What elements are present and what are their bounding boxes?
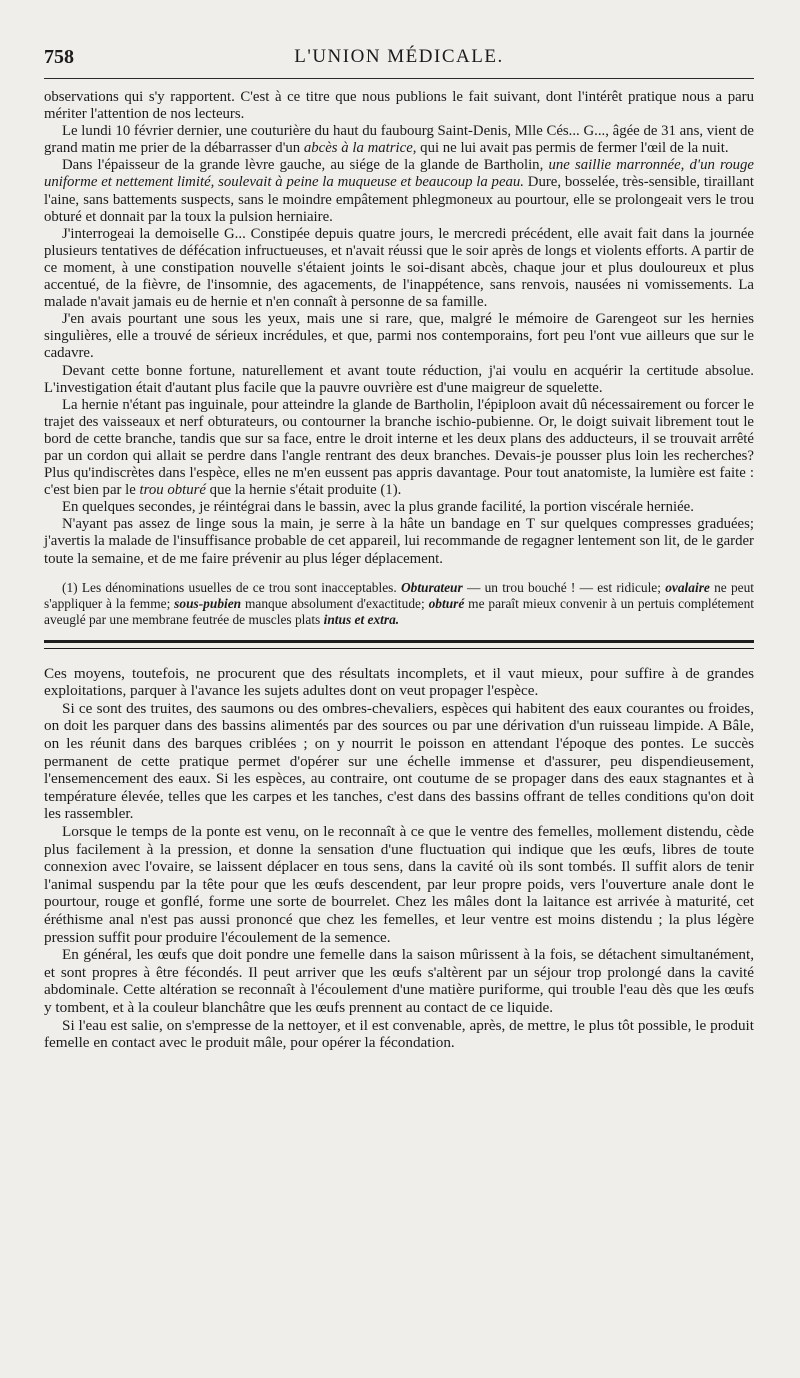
paragraph: Le lundi 10 février dernier, une couturière du haut du faubourg Saint-Denis, Mlle Cés... G..., âgée de 31 ans, vient de grand matin me prier de la débarrasser d'un abcès à la matrice, qui ne lui avait pas permis de fermer l'œil de la nuit. bbox=[44, 123, 754, 157]
page-header bbox=[44, 38, 754, 79]
article-hernia bbox=[44, 89, 754, 568]
page-number: 758 bbox=[44, 46, 74, 68]
paragraph: Lorsque le temps de la ponte est venu, on le reconnaît à ce que le ventre des femelles, mollement distendu, cède plus facilement à la pression, et donne la sensation d'une fluctuation qui indique que les œufs, libres de toute connexion avec l'ovaire, se laissent déplacer en tous sens, dans la cavité où ils sont tombés. Il suffit alors de tenir l'animal suspendu par la tête pour que les œufs descendent, par leur propre poids, vers l'ouverture anale dont le pourtour, rouge et gonflé, forme une sorte de bourrelet. Chez les mâles dont la laitance est arrivée à maturité, cet éréthisme anal n'est pas aussi prononcé que chez les femelles, et leur ventre est moins distendu ; la plus légère pression suffit pour produire l'écoulement de la semence. bbox=[44, 822, 754, 946]
article-fish-breeding bbox=[44, 665, 754, 1052]
paragraph: N'ayant pas assez de linge sous la main, je serre à la hâte un bandage en T sur quelques compresses graduées; j'avertis la malade de l'insuffisance probable de cet appareil, lui recommande de regagner lentement son lit, de le garder toute la semaine, et de me faire prévenir au plus léger déplacement. bbox=[44, 516, 754, 567]
paragraph: Dans l'épaisseur de la grande lèvre gauche, au siége de la glande de Bartholin, une saillie marronnée, d'un rouge uniforme et nettement limité, soulevait à peine la muqueuse et beaucoup la peau. Dure, bosselée, très-sensible, tiraillant l'aine, sans battements suspects, sans le moindre empâtement phlegmoneux au pourtour, elle se prolongeait vers le trou obturé et donnait par la toux la pulsion herniaire. bbox=[44, 157, 754, 225]
running-title: L'UNION MÉDICALE. bbox=[294, 46, 504, 67]
paragraph: J'interrogeai la demoiselle G... Constipée depuis quatre jours, le mercredi précédent, elle avait fait dans la journée plusieurs tentatives de défécation infructueuses, et n'avait réussi que le soir après de longs et violents efforts. A partir de ce moment, à une constipation nouvelle s'étaient joints le soi-disant abcès, chaque jour et plus douloureux et plus accentué, de la fièvre, de l'insomnie, des agacements, de l'inappétence, sans renvois, nausées ni vomissements. La malade n'avait jamais eu de hernie et n'en connaît à personne de sa famille. bbox=[44, 225, 754, 311]
paragraph: Ces moyens, toutefois, ne procurent que des résultats incomplets, et il vaut mieux, pour suffire à de grandes exploitations, parquer à l'avance les sujets adultes dont on veut propager l'espèce. bbox=[44, 664, 754, 700]
section-divider bbox=[44, 640, 754, 649]
paragraph: observations qui s'y rapportent. C'est à ce titre que nous publions le fait suivant, dont l'intérêt pratique nous a paru mériter l'attention de nos lecteurs. bbox=[44, 89, 754, 123]
paragraph: J'en avais pourtant une sous les yeux, mais une si rare, que, malgré le mémoire de Garengeot sur les hernies singulières, elle a trouvé de sérieux incrédules, et que, parmi nos contemporains, fort peu l'ont vue ailleurs que sur le cadavre. bbox=[44, 311, 754, 362]
paragraph: En quelques secondes, je réintégrai dans le bassin, avec la plus grande facilité, la portion viscérale herniée. bbox=[62, 499, 694, 516]
paragraph: Si ce sont des truites, des saumons ou des ombres-chevaliers, espèces qui habitent des eaux courantes ou froides, on doit les parquer dans des bassins alimentés par des sources ou par une dérivation d'un ruisseau limpide. A Bâle, on les réunit dans des barques criblées ; on y nourrit le poisson en attendant l'époque des pontes. Le succès permanent de cette pratique permet d'opérer sur une échelle immense et d'assurer, peu dispendieusement, l'ensemencement des eaux. Si les espèces, au contraire, ont coutume de se propager dans des eaux stagnantes et à température élevée, telles que les carpes et les tanches, c'est dans des bassins offrant de telles conditions qu'on doit les rassembler. bbox=[44, 699, 754, 823]
paragraph: Si l'eau est salie, on s'empresse de la nettoyer, et il est convenable, après, de mettre, le plus tôt possible, le produit femelle en contact avec le produit mâle, pour opérer la fécondation. bbox=[44, 1016, 754, 1052]
paragraph: En général, les œufs que doit pondre une femelle dans la saison mûrissent à la fois, se détachent simultanément, et sont propres à être fécondés. Il peut arriver que les œufs s'altèrent par un séjour trop prolongé dans la cavité abdominale. Cette altération se reconnaît à l'écoulement d'une matière puriforme, qui trouble l'eau dès que les œufs y tombent, et à la couleur blanchâtre que les œufs prennent au contact de ce liquide. bbox=[44, 946, 754, 1016]
paragraph: Devant cette bonne fortune, naturellement et avant toute réduction, j'ai voulu en acquérir la certitude absolue. L'investigation était d'autant plus facile que la pauvre ouvrière est d'une maigreur de squelette. bbox=[44, 362, 754, 396]
footnote: (1) Les dénominations usuelles de ce trou sont inacceptables. Obturateur — un trou bouché ! — est ridicule; ovalaire ne peut s'appliquer à la femme; sous-pubien manque absolument d'exactitude; obturé me paraît mieux convenir à un pertuis complétement aveuglé par une membrane feutrée de muscles plats intus et extra. bbox=[44, 579, 755, 627]
paragraph: La hernie n'étant pas inguinale, pour atteindre la glande de Bartholin, l'épiploon avait dû nécessairement ou forcer le trajet des vaisseaux et nerf obturateurs, ou contourner la branche ischio-pubienne. Or, le doigt suivait librement tout le bord de cette branche, tandis que sur sa face, entre le droit interne et les deux plans des adducteurs, il se trouvait arrêté par un cordon qui allait se perdre dans l'angle rentrant des deux branches. Devais-je pousser plus loin les recherches? Plus qu'indiscrètes dans l'espèce, elles ne m'en eussent pas appris davantage. Pour tout anatomiste, la lumière est faite : c'est bien par le trou obturé que la hernie s'était produite (1). bbox=[44, 396, 754, 499]
